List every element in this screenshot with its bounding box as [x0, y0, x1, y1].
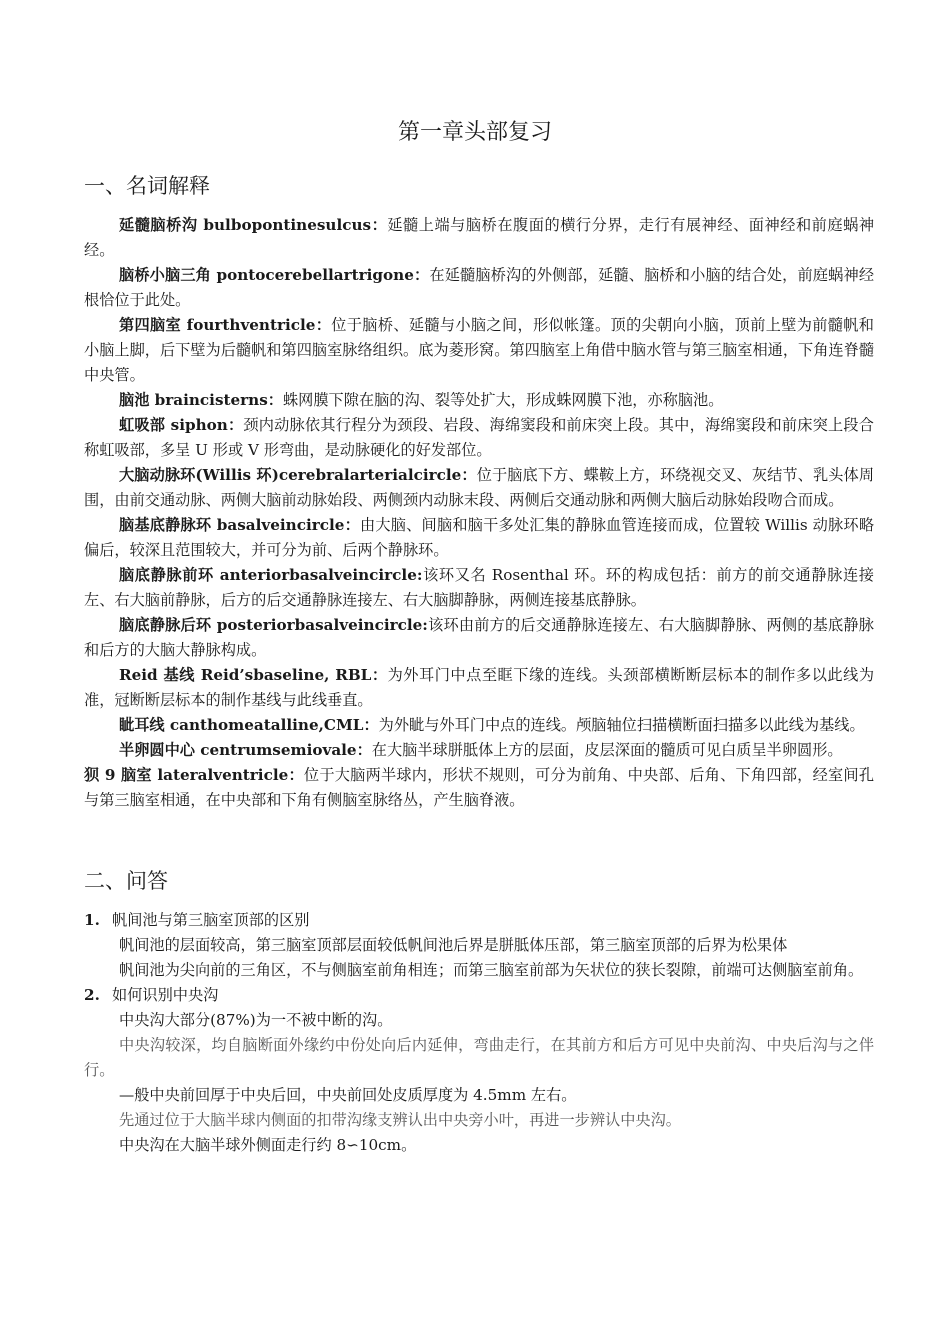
term-paragraph: [84, 388, 874, 413]
answer-line: 帆间池的层面较高，第三脑室顶部层面较低帆间池后界是胼胝体压部，第三脑室顶部的后界为松果体: [119, 936, 788, 954]
term-paragraph: [84, 313, 874, 388]
term-paragraph: [84, 513, 874, 563]
answer-line: 中央沟较深，均自脑断面外缘约中份处向后内延伸，弯曲走行，在其前方和后方可见中央前沟、中央后沟与之伴行。: [84, 1036, 874, 1079]
term-paragraph: [84, 713, 874, 738]
term-definition: 在大脑半球胼胝体上方的层面，皮层深面的髓质可见白质呈半卵圆形。: [371, 741, 843, 759]
term-label: 脑底静脉后环 posteriorbasalveincircle:: [119, 616, 428, 634]
term-paragraph: [84, 613, 874, 663]
term-paragraph: [84, 663, 874, 713]
term-paragraph: [84, 413, 874, 463]
question-number: 2.: [84, 986, 100, 1004]
term-definition: 由大脑、间脑和脑干多处汇集的静脉血管连接而成，位置较 Willis 动脉环略偏后，较深且范围较大，并可分为前、后两个静脉环。: [84, 516, 875, 559]
term-label: Reid 基线 Reid’sbaseline, RBL：: [119, 666, 388, 684]
answer-line: 中央沟大部分(87%)为一不被中断的沟。: [119, 1011, 393, 1029]
term-definition: 位于大脑两半球内，形状不规则，可分为前角、中央部、后角、下角四部，经室间孔与第三脑室相通，在中央部和下角有侧脑室脉络丛，产生脑脊液。: [84, 766, 875, 809]
question-item: [84, 908, 874, 933]
question-text: 帆间池与第三脑室顶部的区别: [112, 911, 310, 929]
question-number: 1.: [84, 911, 100, 929]
section-heading-terms: 一、名词解释: [84, 174, 210, 198]
term-definition: 为外眦与外耳门中点的连线。颅脑轴位扫描横断面扫描多以此线为基线。: [378, 716, 865, 734]
term-label: 脑底静脉前环 anteriorbasalveincircle:: [119, 566, 423, 584]
answer-line: —般中央前回厚于中央后回，中央前回处皮质厚度为 4.5mm 左右。: [119, 1086, 577, 1104]
term-label: 大脑动脉环(Willis 环)cerebralarterialcircle：: [119, 466, 477, 484]
term-definition: 蛛网膜下隙在脑的沟、裂等处扩大，形成蛛网膜下池，亦称脑池。: [282, 391, 724, 409]
answer-line: 帆间池为尖向前的三角区，不与侧脑室前角相连；而第三脑室前部为矢状位的狭长裂隙，前端可达侧脑室前角。: [119, 961, 864, 979]
chapter-title: 第一章头部复习: [397, 120, 552, 145]
answer-line: 先通过位于大脑半球内侧面的扣带沟缘支辨认出中央旁小叶，再进一步辨认中央沟。: [119, 1111, 681, 1129]
term-definition: 延髓上端与脑桥在腹面的横行分界，走行有展神经、面神经和前庭蜗神经。: [84, 216, 875, 259]
term-label: 延髓脑桥沟 bulbopontinesulcus：: [119, 216, 388, 234]
term-definition: 在延髓脑桥沟的外侧部，延髓、脑桥和小脑的结合处，前庭蜗神经根恰位于此处。: [84, 266, 875, 309]
term-label: 半卵圆中心 centrumsemiovale：: [119, 741, 372, 759]
answer-line: 中央沟在大脑半球外侧面走行约 8∽10cm。: [119, 1136, 417, 1154]
term-definition: 该环又名 Rosenthal 环。环的构成包括：前方的前交通静脉连接左、右大脑前静脉，后方的后交通静脉连接左、右大脑脚静脉，两侧连接基底静脉。: [84, 566, 874, 609]
term-definition: 为外耳门中点至眶下缘的连线。头颈部横断断层标本的制作多以此线为准，冠断断层标本的制作基线与此线垂直。: [84, 666, 875, 709]
qa-list: [84, 908, 874, 1158]
term-paragraph: [84, 738, 874, 763]
term-definition: 位于脑桥、延髓与小脑之间，形似帐篷。顶的尖朝向小脑，顶前上壁为前髓帆和小脑上脚，后下壁为后髓帆和第四脑室脉络组织。底为菱形窝。第四脑室上角借中脑水管与第三脑室相通，下角连脊髓中央管。: [84, 316, 874, 384]
question-text: 如何识别中央沟: [112, 986, 219, 1004]
term-label: 虹吸部 siphon：: [119, 416, 244, 434]
term-definition: 该环由前方的后交通静脉连接左、右大脑脚静脉、两侧的基底静脉和后方的大脑大静脉构成。: [84, 616, 874, 659]
term-label: 脑池 braincisterns：: [119, 391, 283, 409]
term-paragraph: [84, 213, 874, 263]
term-label: 第四脑室 fourthventricle：: [119, 316, 332, 334]
term-label: 眦耳线 canthomeatalline,CML：: [119, 716, 379, 734]
terms-list: [84, 213, 874, 813]
term-paragraph: [84, 463, 874, 513]
term-paragraph: [84, 763, 874, 813]
section-heading-qa: 二、问答: [84, 869, 168, 893]
term-label: 脑基底静脉环 basalveincircle：: [119, 516, 361, 534]
question-item: [84, 983, 874, 1008]
term-paragraph: [84, 563, 874, 613]
term-paragraph: [84, 263, 874, 313]
term-definition: 位于脑底下方、蝶鞍上方，环绕视交叉、灰结节、乳头体周围，由前交通动脉、两侧大脑前动脉始段、两侧颈内动脉末段、两侧后交通动脉和两侧大脑后动脉始段吻合而成。: [84, 466, 875, 509]
term-label: 脑桥小脑三角 pontocerebellartrigone：: [119, 266, 430, 284]
term-definition: 颈内动脉依其行程分为颈段、岩段、海绵窦段和前床突上段。其中，海绵窦段和前床突上段合称虹吸部，多呈 U 形或 V 形弯曲，是动脉硬化的好发部位。: [84, 416, 874, 459]
term-label: 狈 9 脑室 lateralventricle：: [84, 766, 304, 784]
